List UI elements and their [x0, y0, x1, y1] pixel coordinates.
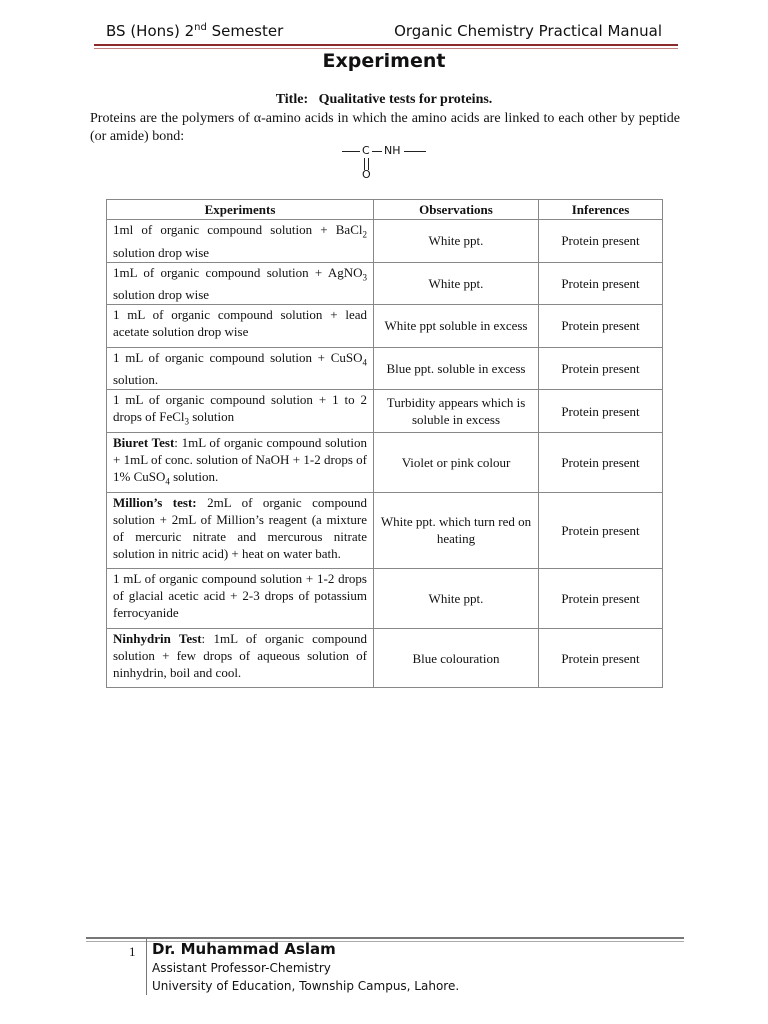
experiment-cell: 1mL of organic compound solution + AgNO$_3$ solution drop wise [107, 262, 374, 305]
table-row [107, 262, 663, 305]
experiment-cell: Biuret Test: 1mL of organic compound solution + 1mL of conc. solution of NaOH + 1-2 drops of 1% CuSO$_4$ solution. [107, 432, 374, 492]
formula-nh: NH [384, 144, 401, 157]
author-name: Dr. Muhammad Aslam [152, 940, 336, 958]
observation-cell: Blue ppt. soluble in excess [374, 347, 539, 390]
experiment-cell: 1 mL of organic compound solution + CuSO$_4$ solution. [107, 347, 374, 390]
header-inferences: Inferences [539, 200, 663, 220]
table-row [107, 220, 663, 263]
header-rule-thin [94, 48, 678, 49]
inference-cell: Protein present [539, 220, 663, 263]
author-position: Assistant Professor-Chemistry [152, 961, 331, 975]
header-rule [94, 44, 678, 46]
inference-cell: Protein present [539, 432, 663, 492]
bond-middle [372, 151, 382, 152]
table-row [107, 492, 663, 569]
table-row [107, 305, 663, 348]
experiments-table [106, 199, 663, 688]
header-experiments: Experiments [107, 200, 374, 220]
page-number: 1 [129, 944, 136, 959]
bond-right [404, 151, 426, 152]
experiment-cell: 1 mL of organic compound solution + lead acetate solution drop wise [107, 305, 374, 348]
inference-cell: Protein present [539, 628, 663, 688]
formula-oxygen: O [362, 168, 371, 181]
observation-cell: Blue colouration [374, 628, 539, 688]
table-row [107, 569, 663, 629]
inference-cell: Protein present [539, 569, 663, 629]
footer-separator [146, 937, 147, 995]
peptide-bond-formula [340, 143, 440, 183]
header-right: Organic Chemistry Practical Manual [394, 22, 662, 40]
inference-cell: Protein present [539, 347, 663, 390]
experiment-cell: Ninhydrin Test: 1mL of organic compound solution + few drops of aqueous solution of ninhydrin, boil and cool. [107, 628, 374, 688]
intro-paragraph: Proteins are the polymers of α-amino acids in which the amino acids are linked to each other by peptide (or amide) bond: [90, 111, 680, 144]
table-row [107, 390, 663, 433]
header-left: BS (Hons) 2nd Semester [106, 22, 284, 40]
observation-cell: White ppt. [374, 220, 539, 263]
header-observations: Observations [374, 200, 539, 220]
experiment-title [0, 92, 768, 108]
experiment-cell: Million’s test: 2mL of organic compound solution + 2mL of Million’s reagent (a mixture of mercuric nitrate and mercurous nitrate solution in nitric acid) + heat on water bath. [107, 492, 374, 569]
observation-cell: White ppt. [374, 262, 539, 305]
formula-carbon: C [362, 144, 370, 157]
footer-rule [86, 937, 684, 939]
title-text: Qualitative tests for proteins. [318, 92, 493, 107]
inference-cell: Protein present [539, 390, 663, 433]
page-title: Experiment [322, 50, 446, 72]
experiment-cell: 1 mL of organic compound solution + 1 to 2 drops of FeCl$_3$ solution [107, 390, 374, 433]
observation-cell: Violet or pink colour [374, 432, 539, 492]
inference-cell: Protein present [539, 305, 663, 348]
observation-cell: White ppt. [374, 569, 539, 629]
author-institution: University of Education, Township Campus, Lahore. [152, 979, 460, 993]
table-row [107, 432, 663, 492]
experiment-cell: 1ml of organic compound solution + BaCl$_2$ solution drop wise [107, 220, 374, 263]
title-label: Title: [275, 92, 309, 107]
observation-cell: White ppt soluble in excess [374, 305, 539, 348]
bond-left [342, 151, 360, 152]
table-header-row [107, 200, 663, 220]
observation-cell: Turbidity appears which is soluble in excess [374, 390, 539, 433]
observation-cell: White ppt. which turn red on heating [374, 492, 539, 569]
table-row [107, 347, 663, 390]
inference-cell: Protein present [539, 262, 663, 305]
inference-cell: Protein present [539, 492, 663, 569]
table-row [107, 628, 663, 688]
experiment-cell: 1 mL of organic compound solution + 1-2 drops of glacial acetic acid + 2-3 drops of potassium ferrocyanide [107, 569, 374, 629]
